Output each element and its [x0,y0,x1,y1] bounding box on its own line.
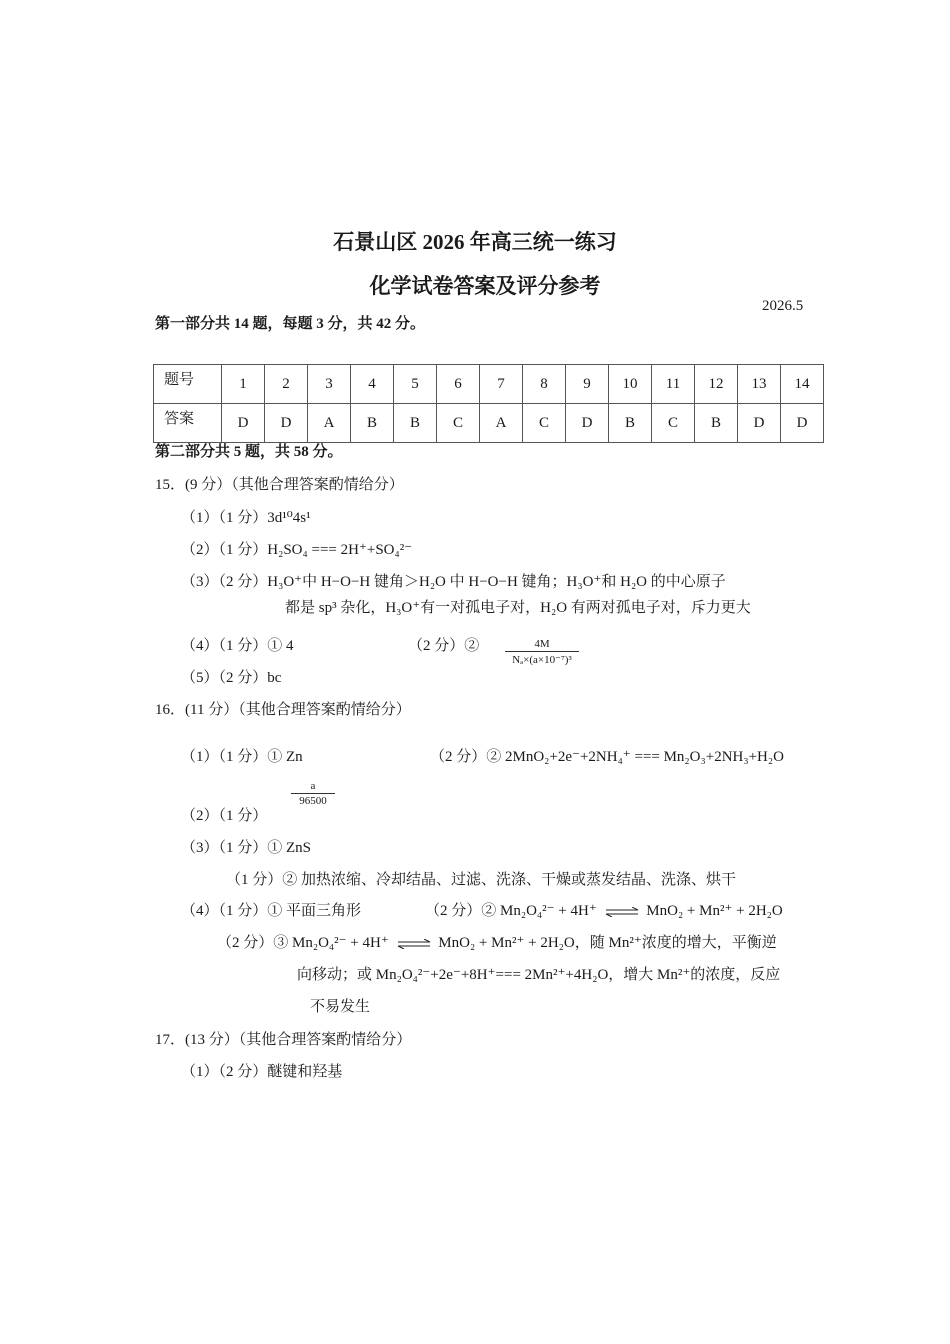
q15-3 [181,570,726,591]
answer-cell: D [222,404,265,443]
q16-3-label: （3）（1 分） [181,840,268,856]
q16-4c-label: （2 分） [217,935,274,951]
answer-cell: A [480,404,523,443]
question-number-cell: 4 [351,365,394,404]
q16-3b-answer: ② 加热浓缩、冷却结晶、过滤、洗涤、干燥或蒸发结晶、洗涤、烘干 [282,872,737,888]
q16-4b-left: ② Mn₂O₄²⁻ + 4H⁺ [481,903,597,919]
answer-cell: B [394,404,437,443]
answer-cell: C [652,404,695,443]
q16-4c-line2: 向移动；或 Mn₂O₄²⁻+2e⁻+8H⁺=== 2Mn²⁺+4H₂O，增大 Mn²⁺的浓度，反应 [297,967,781,983]
q16-4c [217,931,777,952]
q16-4c-left: ③ Mn₂O₄²⁻ + 4H⁺ [273,935,389,951]
question-number-cell: 2 [265,365,308,404]
q16-3 [181,836,311,857]
part1-intro: 第一部分共 14 题，每题 3 分，共 42 分。 [155,316,426,332]
q17-1-label: （1）（2 分） [181,1064,268,1080]
answer-cell: D [781,404,824,443]
answer-cell: B [695,404,738,443]
question-number-cell: 5 [394,365,437,404]
answer-row [154,404,824,443]
exam-date: 2026.5 [762,298,804,314]
answer-table [153,364,824,443]
q16-2-fraction [291,780,335,807]
q15-3-label: （3）（2 分） [181,574,268,590]
q16-1 [181,745,303,766]
fraction-denominator: Nₐ×(a×10⁻⁷)³ [512,654,572,666]
q15-4b-label: （2 分） [408,638,465,654]
q16-4-label: （4）（1 分） [181,903,268,919]
answer-cell: D [566,404,609,443]
q17-heading: 17．(13 分）（其他合理答案酌情给分） [155,1032,412,1048]
question-number-cell: 1 [222,365,265,404]
fraction-numerator: a [291,780,335,794]
q16-4b-right: MnO₂ + Mn²⁺ + 2H₂O [646,903,783,919]
q15-4 [181,634,294,655]
q15-2-label: （2）（1 分） [181,542,268,558]
q15-heading: 15．(9 分）（其他合理答案酌情给分） [155,477,404,493]
q15-5 [181,666,281,687]
q16-1b-label: （2 分） [430,749,487,765]
row-label-number: 题号 [154,365,222,404]
q15-density-fraction [505,638,579,666]
fraction-numerator: 4M [505,638,579,652]
q15-4b [408,634,479,655]
question-number-cell: 6 [437,365,480,404]
q16-1-answer: ① Zn [267,749,303,765]
q15-1-label: （1）（1 分） [181,510,268,526]
q16-4-answer: ① 平面三角形 [267,903,362,919]
q15-5-answer: bc [267,670,282,686]
question-number-cell: 10 [609,365,652,404]
q16-3b-label: （1 分） [226,872,283,888]
q16-2-label: （2）（1 分） [181,808,268,824]
q16-4c-right: MnO₂ + Mn²⁺ + 2H₂O，随 Mn²⁺浓度的增大，平衡逆 [438,935,777,951]
question-number-cell: 7 [480,365,523,404]
q15-2 [181,538,412,559]
q15-4-label: （4）（1 分） [181,638,268,654]
question-number-cell: 14 [781,365,824,404]
q16-1b-answer: ② 2MnO₂+2e⁻+2NH₄⁺ === Mn₂O₃+2NH₃+H₂O [486,749,784,765]
question-number-cell: 8 [523,365,566,404]
question-number-cell: 13 [738,365,781,404]
answer-cell: C [523,404,566,443]
answer-cell: B [609,404,652,443]
q15-1-answer: 3d¹⁰4s¹ [267,510,311,526]
q15-3-answer-line1: H₃O⁺中 H−O−H 键角＞H₂O 中 H−O−H 键角；H₃O⁺和 H₂O 的中心原子 [267,574,726,590]
question-number-cell: 12 [695,365,738,404]
answer-cell: B [351,404,394,443]
q15-5-label: （5）（2 分） [181,670,268,686]
q16-3b [226,868,736,889]
q15-4b-marker: ② [464,638,480,654]
question-number-row [154,365,824,404]
q16-4b-label: （2 分） [425,903,482,919]
q16-1-label: （1）（1 分） [181,749,268,765]
q15-2-answer: H₂SO₄ === 2H⁺+SO₄²⁻ [267,542,413,558]
q15-4-answer: ① 4 [267,638,294,654]
fraction-denominator: 96500 [299,795,327,807]
answer-key-title: 化学试卷答案及评分参考 [369,274,601,298]
q15-3-answer-line2: 都是 sp³ 杂化，H₃O⁺有一对孤电子对，H₂O 有两对孤电子对，斥力更大 [285,600,751,616]
q16-1b [430,745,784,766]
answer-cell: A [308,404,351,443]
q15-1 [181,506,311,527]
q16-3-answer: ① ZnS [267,840,312,856]
q16-heading: 16．(11 分）（其他合理答案酌情给分） [155,702,411,718]
answer-cell: D [738,404,781,443]
q16-4 [181,899,361,920]
answer-cell: C [437,404,480,443]
question-number-cell: 3 [308,365,351,404]
q17-1-answer: 醚键和羟基 [267,1064,343,1080]
part2-intro: 第二部分共 5 题，共 58 分。 [155,444,343,460]
question-number-cell: 11 [652,365,695,404]
exam-title: 石景山区 2026 年高三统一练习 [333,230,617,254]
question-number-cell: 9 [566,365,609,404]
answer-cell: D [265,404,308,443]
row-label-answer: 答案 [154,404,222,443]
equilibrium-arrow-icon [397,939,431,949]
q16-4b [425,899,783,920]
q17-1 [181,1060,342,1081]
equilibrium-arrow-icon [605,907,639,917]
q16-4c-line3: 不易发生 [310,999,371,1015]
